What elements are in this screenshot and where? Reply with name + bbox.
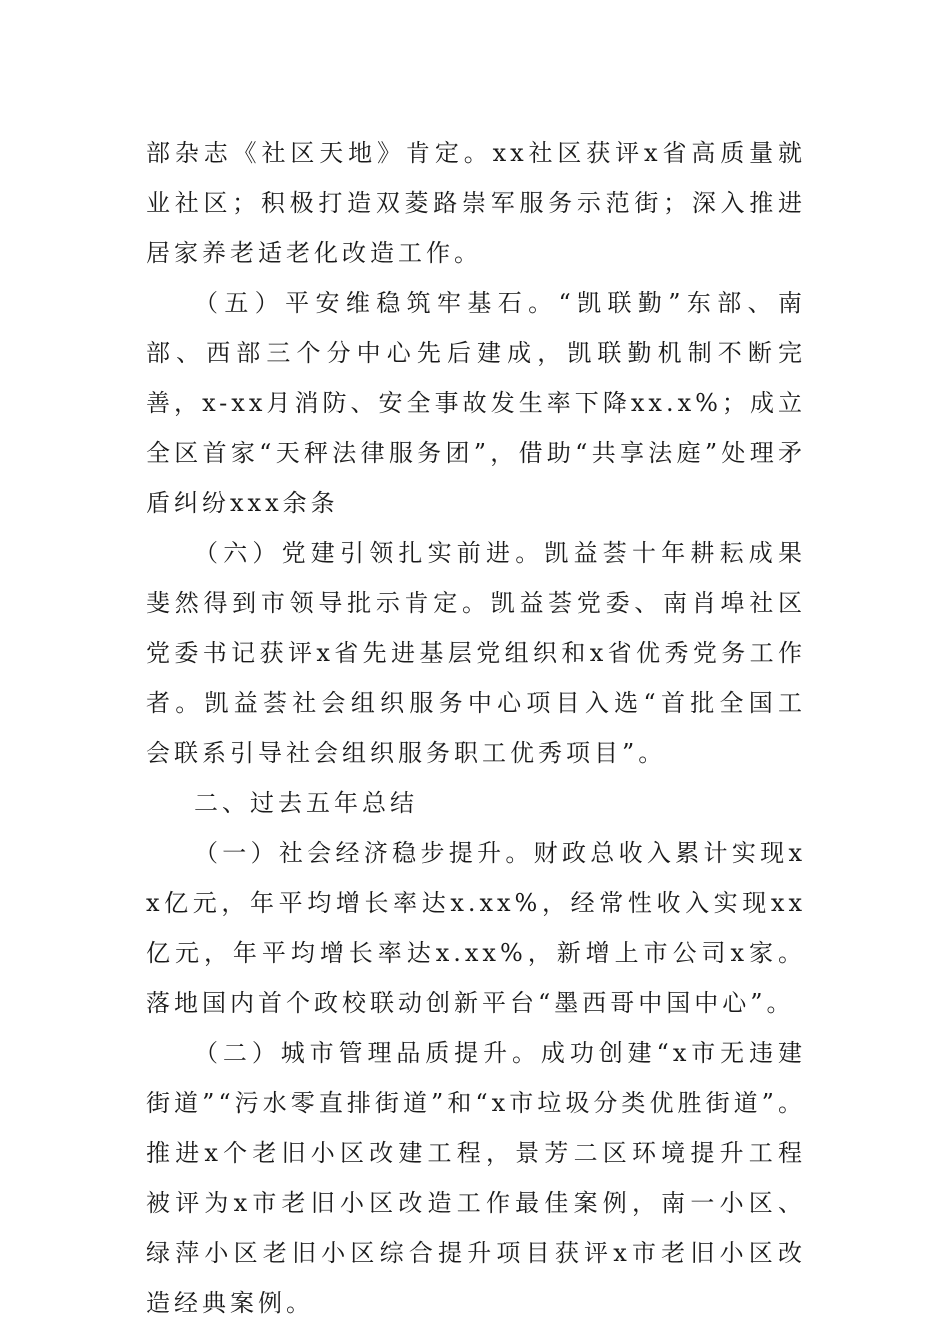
paragraph-city-management: （二）城市管理品质提升。成功创建“x市无违建街道”“污水零直排街道”和“x市垃圾分类优胜街道”。推进x个老旧小区改建工程，景芳二区环境提升工程被评为x市老旧小区改造工作最佳案例，南一小区、绿萍小区老旧小区综合提升项目获评x市老旧小区改造经典案例。 — [146, 1039, 806, 1317]
document-body — [146, 128, 806, 1328]
paragraph-continued: 部杂志《社区天地》肯定。xx社区获评x省高质量就业社区；积极打造双菱路崇军服务示范街；深入推进居家养老适老化改造工作。 — [146, 139, 806, 267]
paragraph-party-building: （六）党建引领扎实前进。凯益荟十年耕耘成果斐然得到市领导批示肯定。凯益荟党委、南肖埠社区党委书记获评x省先进基层党组织和x省优秀党务工作者。凯益荟社会组织服务中心项目入选“首批全国工会联系引导社会组织服务职工优秀项目”。 — [146, 539, 806, 767]
section-heading-five-year-summary: 二、过去五年总结 — [194, 789, 418, 817]
paragraph-economy: （一）社会经济稳步提升。财政总收入累计实现xx亿元，年平均增长率达x.xx%，经常性收入实现xx亿元，年平均增长率达x.xx%，新增上市公司x家。落地国内首个政校联动创新平台“墨西哥中国中心”。 — [146, 839, 806, 1017]
paragraph-safety-stability: （五）平安维稳筑牢基石。“凯联勤”东部、南部、西部三个分中心先后建成，凯联勤机制不断完善，x-xx月消防、安全事故发生率下降xx.x%；成立全区首家“天秤法律服务团”，借助“共享法庭”处理矛盾纠纷xxx余条 — [146, 289, 806, 517]
